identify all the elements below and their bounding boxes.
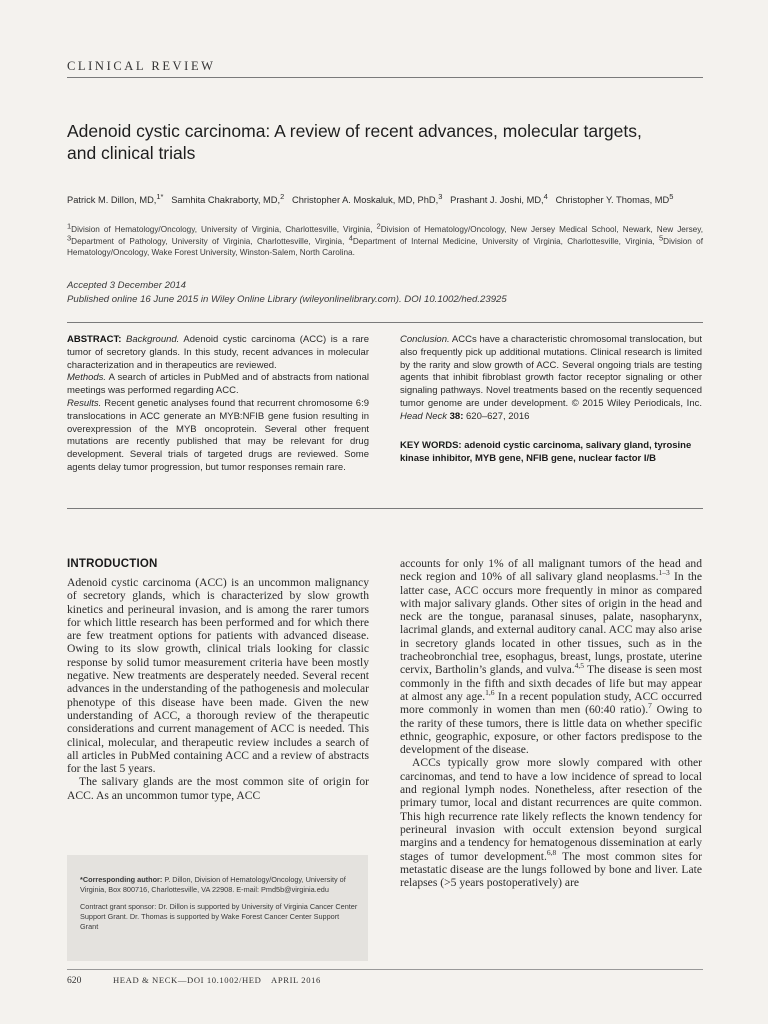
- author-list: [67, 191, 707, 206]
- accepted-date: Accepted 3 December 2014: [67, 280, 186, 291]
- section-label: CLINICAL REVIEW: [67, 59, 216, 73]
- paragraph: accounts for only 1% of all malignant tumors of the head and neck region and 10% of all salivary gland neoplasms.$^{1-3}$ In the latter case, ACC occurs more frequently in minor as compared with major salivary glands. Other sites of origin in the head and neck are the tongue, paranasal sinuses, palate, nasopharynx, lacrimal glands, and external auditory canal. ACC may also arise in secretory glands located in other tissues, such as in the tracheobronchial tree, esophagus, breast, lungs, prostate, uterine cervix, Bartholin’s glands, and vulva.$^{4,5}$ The disease is seen most commonly in the fifth and sixth decades of life but may appear at almost any age.$^{1,6}$ In a recent population study, ACC occurred more commonly in women than men (60:40 ratio).$^7$ Owing to the rarity of these tumors, there is little data on whether specific ethnic, geographic, exposure, or other factors predispose to the development of the disease.: [400, 557, 703, 757]
- abstract-right: Conclusion. ACCs have a characteristic chromosomal translocation, but also frequently pick up additional mutations. Clinical research is limited by the rarity and slow growth of ACC. Several ongoing trials are testing agents that inhibit fibroblast growth factor receptor signaling or other signaling pathways. Novel treatments based on the recently sequenced tumor genome are under development. © 2015 Wiley Periodicals, Inc. Head Neck 38: 620–627, 2016: [400, 334, 702, 422]
- page-footer: [67, 975, 321, 986]
- paragraph: ACCs typically grow more slowly compared with other carcinomas, and tend to have a low incidence of spread to local and regional lymph nodes. Nonetheless, after resection of the primary tumor, local and distant recurrences are quite common. This high recurrence rate likely reflects the known tendency for perineural invasion with occult extension beyond surgical margins and a tendency for hematogenous dissemination at early stages of tumor development.$^{6,8}$ The most common sites for metastatic disease are the lungs followed by bone and liver. Late relapses (>5 years postoperatively) are: [400, 756, 702, 890]
- publication-dates: [67, 279, 667, 307]
- abstract-bottom-rule: [67, 508, 703, 509]
- page-number: 620: [67, 975, 82, 986]
- footnote-text: [80, 875, 358, 939]
- issue-date: APRIL 2016: [271, 975, 321, 985]
- journal-doi: HEAD & NECK—DOI 10.1002/HED: [113, 975, 262, 985]
- affiliations: $^1$Division of Hematology/Oncology, University of Virginia, Charlottesville, Virginia, $^2$Division of Hematology/Oncology, New Jersey Medical School, Newark, New Jersey, $^3$Department of Pathology, University of Virginia, Charlottesville, Virginia, $^4$Department of Internal Medicine, University of Virginia, Charlottesville, Virginia, $^5$Division of Hematology/Oncology, Wake Forest University, Winston-Salem, North Carolina.: [67, 221, 703, 258]
- published-date[interactable]: Published online 16 June 2015 in Wiley Online Library (wileyonlinelibrary.com). DOI 10.1002/hed.23925: [67, 294, 507, 305]
- author[interactable]: Samhita Chakraborty, MD,$^2$: [171, 191, 285, 205]
- body-left-column: [67, 576, 369, 802]
- abstract-left: ABSTRACT: Background. Adenoid cystic carcinoma (ACC) is a rare tumor of secretory glands. In this study, recent advances in molecular characterization and in therapeutics are reviewed. Methods. A search of articles in PubMed and of abstracts from national meetings was performed regarding ACC. Results. Recent genetic analyses found that recurrent chromosome 6:9 translocations in ACC generate an MYB:NFIB gene fusion resulting in overexpression of the MYB oncoprotein. Several other frequent mutations are recently published that may be relevant for drug development. Several trials of targeted drugs are reviewed. Some agents delay tumor progression, but tumor responses remain rare.: [67, 334, 370, 473]
- keywords: KEY WORDS: adenoid cystic carcinoma, salivary gland, tyrosine kinase inhibitor, MYB gene, NFIB gene, nuclear factor I/B: [400, 440, 692, 464]
- author[interactable]: Prashant J. Joshi, MD,$^4$: [450, 191, 548, 205]
- article-title: Adenoid cystic carcinoma: A review of recent advances, molecular targets, and clinical trials: [67, 121, 642, 163]
- footer-rule: [67, 969, 703, 970]
- author[interactable]: Christopher A. Moskaluk, MD, PhD,$^3$: [291, 191, 443, 205]
- footnote-box: [67, 855, 368, 961]
- paragraph: The salivary glands are the most common site of origin for ACC. As an uncommon tumor type, ACC: [67, 775, 369, 802]
- citation-journal: Head Neck: [400, 410, 447, 422]
- section-heading-introduction: INTRODUCTION: [67, 558, 158, 570]
- author[interactable]: Christopher Y. Thomas, $MD^5$: [555, 191, 674, 205]
- grant-note: Contract grant sponsor: Dr. Dillon is supported by University of Virginia Cancer Center Support Grant. Dr. Thomas is supported by Wake Forest Cancer Center Support Grant: [80, 902, 358, 931]
- abstract-top-rule: [67, 322, 703, 323]
- author[interactable]: Patrick M. Dillon, MD,$^{1*}$: [67, 191, 164, 205]
- corresponding-author-note: *Corresponding author: P. Dillon, Division of Hematology/Oncology, University of Virginia, Box 800716, Charlottesville, VA 22908. E-mail: Pmd5b@virginia.edu: [80, 875, 346, 894]
- paragraph: Adenoid cystic carcinoma (ACC) is an uncommon malignancy of secretory glands, which is characterized by slow growth kinetics and perineural invasion, and is among the rarer tumors for which little research has been performed and for which there are few treatment options for patients with advanced disease. Owing to its slow growth, clinical trials looking for classic response by solid tumor measurement criteria have been mostly negative. New treatments are desperately needed. Several recent advances in the understanding of the pathogenesis and molecular phenotype of this disease have been made. Given the new understanding of ACC, a thorough review of the therapeutic considerations and current management of ACC is needed. This clinical, molecular, and therapeutic review includes a search of all articles in PubMed containing ACC and a review of abstracts for the last 5 years.: [67, 576, 369, 776]
- body-right-column: [400, 557, 702, 889]
- header-rule: [67, 77, 703, 78]
